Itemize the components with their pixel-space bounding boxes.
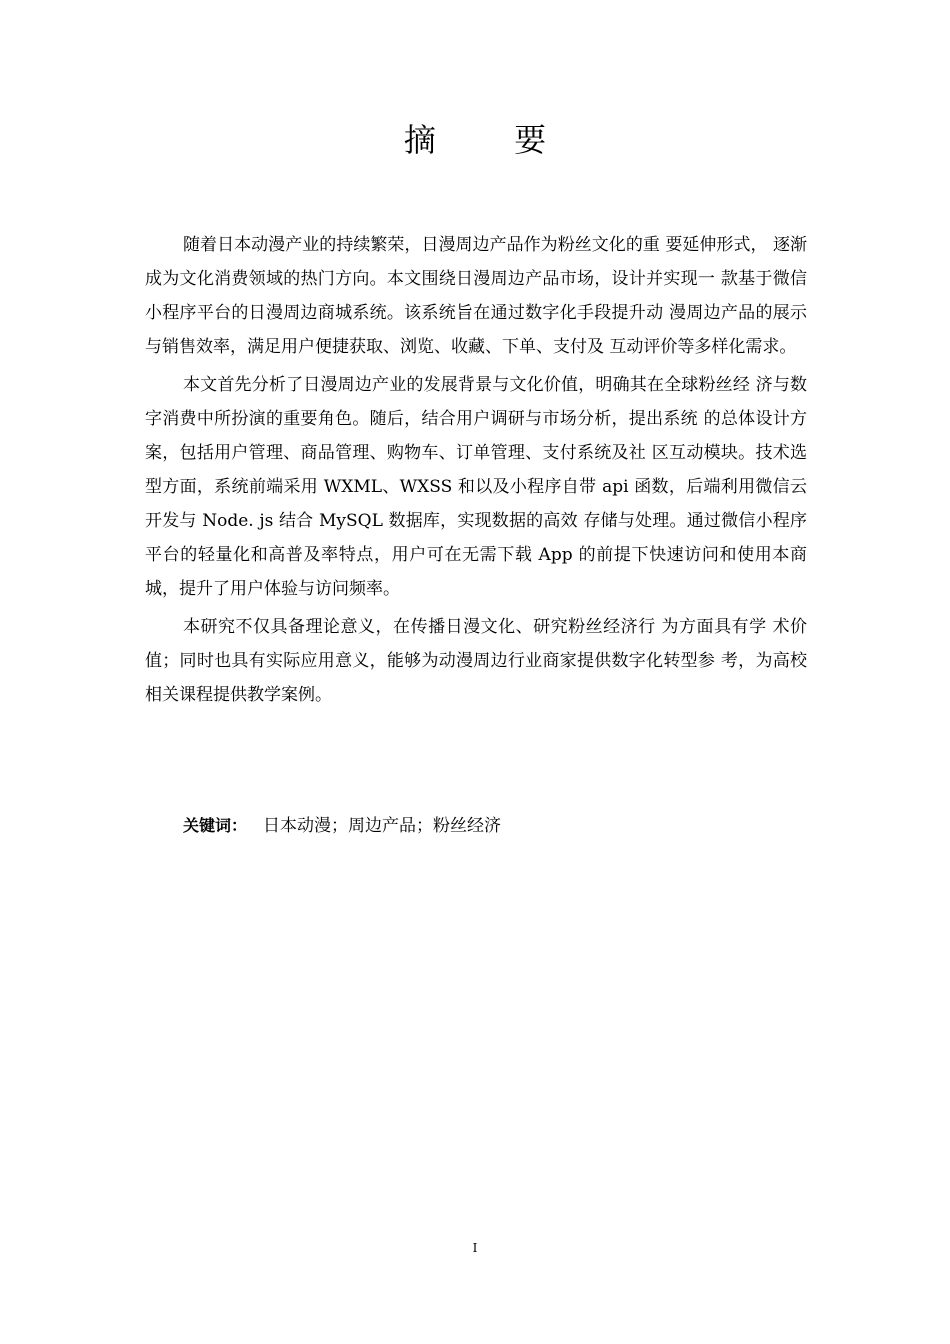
keywords-label: 关键词： bbox=[183, 816, 248, 835]
abstract-paragraph-2: 本文首先分析了日漫周边产业的发展背景与文化价值，明确其在全球粉丝经 济与数字消费中所扮演的重要角色。随后，结合用户调研与市场分析，提出系统 的总体设计方案，包括用户管理、商品管理、购物车、订单管理、支付系统及社 区互动模块。技术选型方面，系统前端采用 WXML、WXSS 和以及小程序自带 api 函数，后端利用微信云开发与 Node. js 结合 MySQL 数据库，实现数据的高效 存储与处理。通过微信小程序平台的轻量化和高普及率特点，用户可在无需下载 App 的前提下快速访问和使用本商城，提升了用户体验与访问频率。 bbox=[145, 375, 807, 599]
abstract-paragraph-1: 随着日本动漫产业的持续繁荣，日漫周边产品作为粉丝文化的重 要延伸形式， 逐渐成为文化消费领域的热门方向。本文围绕日漫周边产品市场，设计并实现一 款基于微信小程序平台的日漫周边商城系统。该系统旨在通过数字化手段提升动 漫周边产品的展示与销售效率，满足用户便捷获取、浏览、收藏、下单、支付及 互动评价等多样化需求。 bbox=[145, 235, 807, 357]
abstract-body bbox=[145, 228, 807, 716]
abstract-paragraph-3: 本研究不仅具备理论意义，在传播日漫文化、研究粉丝经济行 为方面具有学 术价值；同时也具有实际应用意义，能够为动漫周边行业商家提供数字化转型参 考，为高校相关课程提供教学案例。 bbox=[145, 617, 807, 705]
keywords-line bbox=[183, 812, 783, 840]
page-number: I bbox=[472, 1241, 478, 1255]
keywords-value: 日本动漫；周边产品；粉丝经济 bbox=[263, 816, 502, 836]
page-title: 摘 要 bbox=[403, 121, 581, 159]
